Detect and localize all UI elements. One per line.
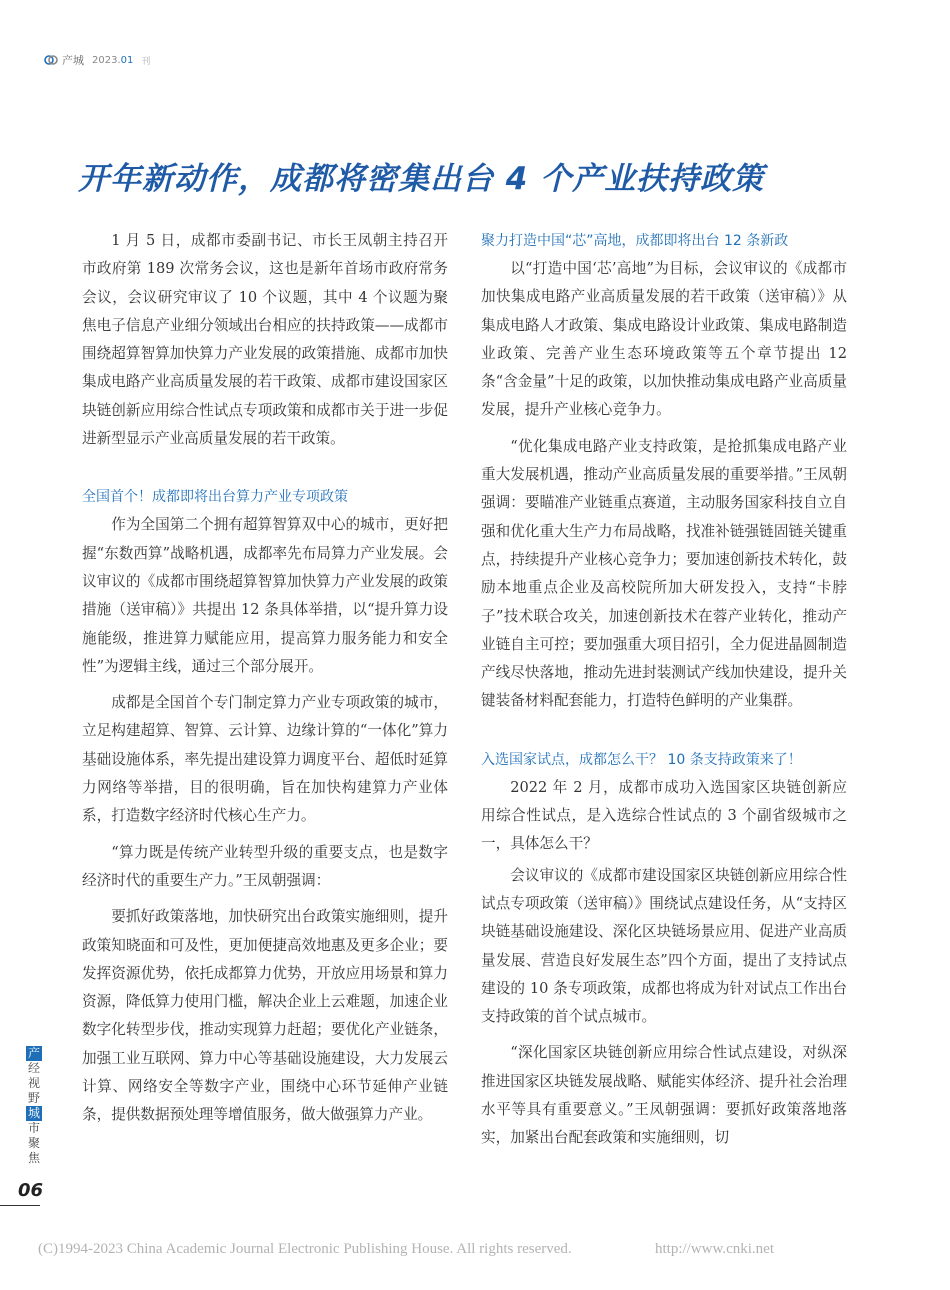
issue-suffix: 刊 — [141, 56, 151, 67]
body-paragraph: “算力既是传统产业转型升级的重要支点，也是数字经济时代的重要生产力。”王凤朝强调： — [82, 843, 448, 889]
body-paragraph: 成都是全国首个专门制定算力产业专项政策的城市，立足构建超算、智算、云计算、边缘计算的“一体化”算力基础设施体系，率先提出建设算力调度平台、超低时延算力网络等举措，目的很明确，旨在加快构建算力产业体系，打造数字经济时代核心生产力。 — [82, 694, 448, 825]
body-paragraph: “优化集成电路产业支持政策，是抢抓集成电路产业重大发展机遇，推动产业高质量发展的重要举措。”王凤朝强调：要瞄准产业链重点赛道，主动服务国家科技自立自强和优化重大生产力布局战略，找准补链强链固链关键重点，持续提升产业核心竞争力；要加速创新技术转化，鼓励本地重点企业及高校院所加大研发投入，支持“卡脖子”技术联合攻关，加速创新技术在蓉产业转化，推动产业链自主可控；要加强重大项目招引，全力促进晶圆制造产线尽快落地，推动先进封装测试产线加快建设，提升关键装备材料配套能力，打造特色鲜明的产业集群。 — [481, 437, 847, 710]
section-heading: 全国首个！成都即将出台算力产业专项政策 — [82, 489, 348, 506]
issue-month: 01 — [120, 54, 134, 66]
side-tab-char: 野 — [27, 1091, 40, 1105]
body-paragraph: 要抓好政策落地，加快研究出台政策实施细则，提升政策知晓面和可及性，更加便捷高效地惠及更多企业；要发挥资源优势，依托成都算力优势，开放应用场景和算力资源，降低算力使用门槛，解决企业上云难题，加速企业数字化转型步伐，推动实现算力赶超；要优化产业链条，加强工业互联网、算力中心等基础设施建设，大力发展云计算、网络安全等数字产业，围绕中心环节延伸产业链条，提供数据预处理等增值服务，做大做强算力产业。 — [82, 908, 448, 1124]
running-header — [44, 50, 150, 70]
side-tab-char: 市 — [27, 1121, 40, 1135]
side-tab-char: 经 — [27, 1061, 40, 1075]
magazine-logo-icon — [44, 54, 58, 66]
side-tab-char: 焦 — [27, 1151, 40, 1165]
body-paragraph: “深化国家区块链创新应用综合性试点建设，对纵深推进国家区块链发展战略、赋能实体经济、提升社会治理水平等具有重要意义。”王凤朝强调：要抓好政策落地落实，加紧出台配套政策和实施细则，切 — [481, 1044, 847, 1147]
issue-year: 2023. — [92, 54, 121, 66]
left-column — [82, 227, 448, 1130]
body-paragraph: 会议审议的《成都市建设国家区块链创新应用综合性试点专项政策（送审稿）》围绕试点建设任务，从“支持区块链基础设施建设、深化区块链场景应用、促进产业高质量发展、营造良好发展生态”四个方面，提出了支持试点建设的 10 条专项政策，成都也将成为针对试点工作出台支持政策的首个试点城市。 — [481, 866, 847, 1026]
body-paragraph: 作为全国第二个拥有超算智算双中心的城市，更好把握“东数西算”战略机遇，成都率先布局算力产业发展。会议审议的《成都市围绕超算智算加快算力产业发展的政策措施（送审稿）》共提出 12 条具体举措，以“提升算力设施能级，推进算力赋能应用，提高算力服务能力和安全性”为逻辑主线，通过三个部分展开。 — [82, 516, 448, 675]
side-tab-char: 聚 — [27, 1136, 40, 1150]
copyright-notice: (C)1994-2023 China Academic Journal Electronic Publishing House. All rights reserved. — [38, 1241, 572, 1257]
issue-date — [92, 55, 133, 66]
body-paragraph: 以“打造中国‘芯’高地”为目标，会议审议的《成都市加快集成电路产业高质量发展的若干政策（送审稿）》从集成电路人才政策、集成电路设计业政策、集成电路制造业政策、完善产业生态环境政策等五个章节提出 12 条“含金量”十足的政策，以加快推动集成电路产业高质量发展，提升产业核心竞争力。 — [481, 260, 847, 419]
page-number-rule — [0, 1205, 40, 1206]
article-title: 开年新动作，成都将密集出台 4 个产业扶持政策 — [78, 160, 765, 197]
footer-url: http://www.cnki.net — [655, 1241, 775, 1257]
section-side-tab — [26, 1046, 42, 1166]
page-number: 06 — [18, 1180, 44, 1201]
right-column — [481, 227, 847, 1153]
side-tab-char: 视 — [27, 1076, 40, 1090]
side-tab-char: 产 — [27, 1046, 40, 1060]
side-tab-char: 城 — [27, 1106, 40, 1120]
intro-paragraph: 1 月 5 日，成都市委副书记、市长王凤朝主持召开市政府第 189 次常务会议，这也是新年首场市政府常务会议，会议研究审议了 10 个议题，其中 4 个议题为聚焦电子信息产业细分领域出台相应的扶持政策——成都市围绕超算智算加快算力产业发展的政策措施、成都市加快集成电路产业高质量发展的若干政策、成都市建设国家区块链创新应用综合性试点专项政策和成都市关于进一步促进新型显示产业高质量发展的若干政策。 — [82, 232, 448, 448]
section-heading: 入选国家试点，成都怎么干？ 10 条支持政策来了！ — [481, 751, 802, 768]
section-heading: 聚力打造中国“芯”高地，成都即将出台 12 条新政 — [481, 233, 789, 249]
body-paragraph: 2022 年 2 月，成都市成功入选国家区块链创新应用综合性试点，是入选综合性试点的 3 个副省级城市之一，具体怎么干？ — [481, 778, 847, 853]
magazine-name: 产城 — [62, 54, 84, 67]
